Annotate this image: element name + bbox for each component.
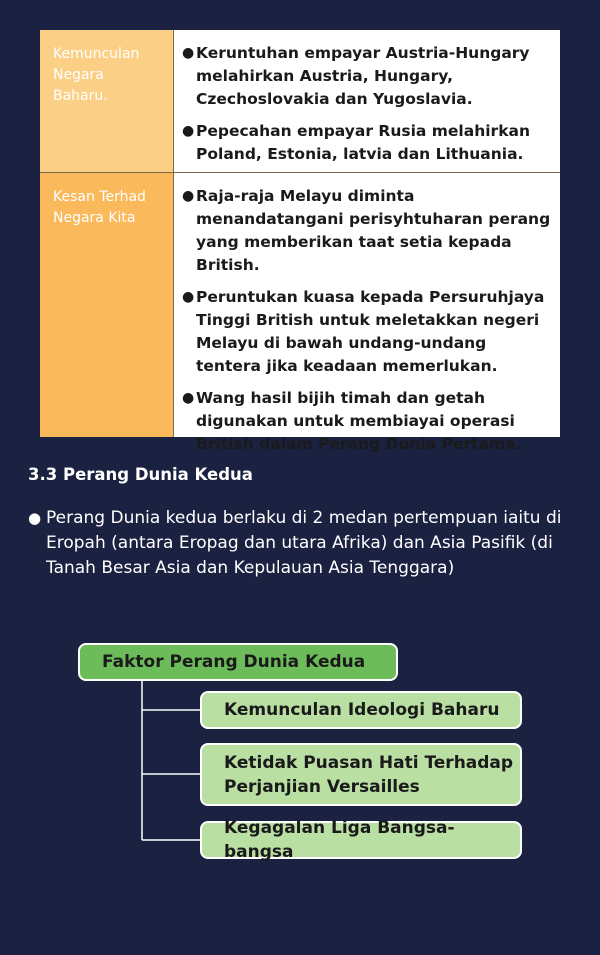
table-row: [40, 172, 560, 453]
row-content: [174, 30, 560, 172]
diagram-child-box: Ketidak Puasan Hati Terhadap Perjanjian Versailles: [200, 743, 522, 806]
bullet-icon: ●: [182, 188, 195, 204]
bullet-icon: ●: [28, 509, 42, 527]
list-item: ● Keruntuhan empayar Austria-Hungary melahirkan Austria, Hungary, Czechoslovakia dan Yugoslavia.: [182, 42, 552, 111]
row-content: [174, 173, 560, 453]
diagram-root-box: Faktor Perang Dunia Kedua: [78, 643, 398, 681]
bullet-icon: ●: [182, 45, 195, 61]
row-heading: Kesan Terhad Negara Kita: [40, 173, 174, 437]
info-table: [40, 30, 560, 453]
diagram-child-box: Kemunculan Ideologi Baharu: [200, 691, 522, 729]
section-paragraph: ● Perang Dunia kedua berlaku di 2 medan pertempuan iaitu di Eropah (antara Eropag dan utara Afrika) dan Asia Pasifik (di Tanah Besar Asia dan Kepulauan Asia Tenggara): [28, 506, 580, 581]
bullet-icon: ●: [182, 390, 195, 406]
table-row: [40, 30, 560, 172]
row-heading: Kemunculan Negara Baharu.: [40, 30, 174, 172]
diagram-child-box: Kegagalan Liga Bangsa-bangsa: [200, 821, 522, 859]
list-item: ● Peruntukan kuasa kepada Persuruhjaya Tinggi British untuk meletakkan negeri Melayu di bawah undang-undang tentera jika keadaan memerlukan.: [182, 286, 552, 378]
list-item: ● Pepecahan empayar Rusia melahirkan Poland, Estonia, latvia dan Lithuania.: [182, 120, 552, 166]
list-item: ● Wang hasil bijih timah dan getah digunakan untuk membiayai operasi British dalam Perang Dunia Pertama.: [182, 387, 552, 456]
list-item: ● Raja-raja Melayu diminta menandatangani perisyhtuharan perang yang memberikan taat setia kepada British.: [182, 185, 552, 277]
bullet-icon: ●: [182, 123, 195, 139]
bullet-icon: ●: [182, 289, 195, 305]
section-title: 3.3 Perang Dunia Kedua: [28, 465, 253, 484]
